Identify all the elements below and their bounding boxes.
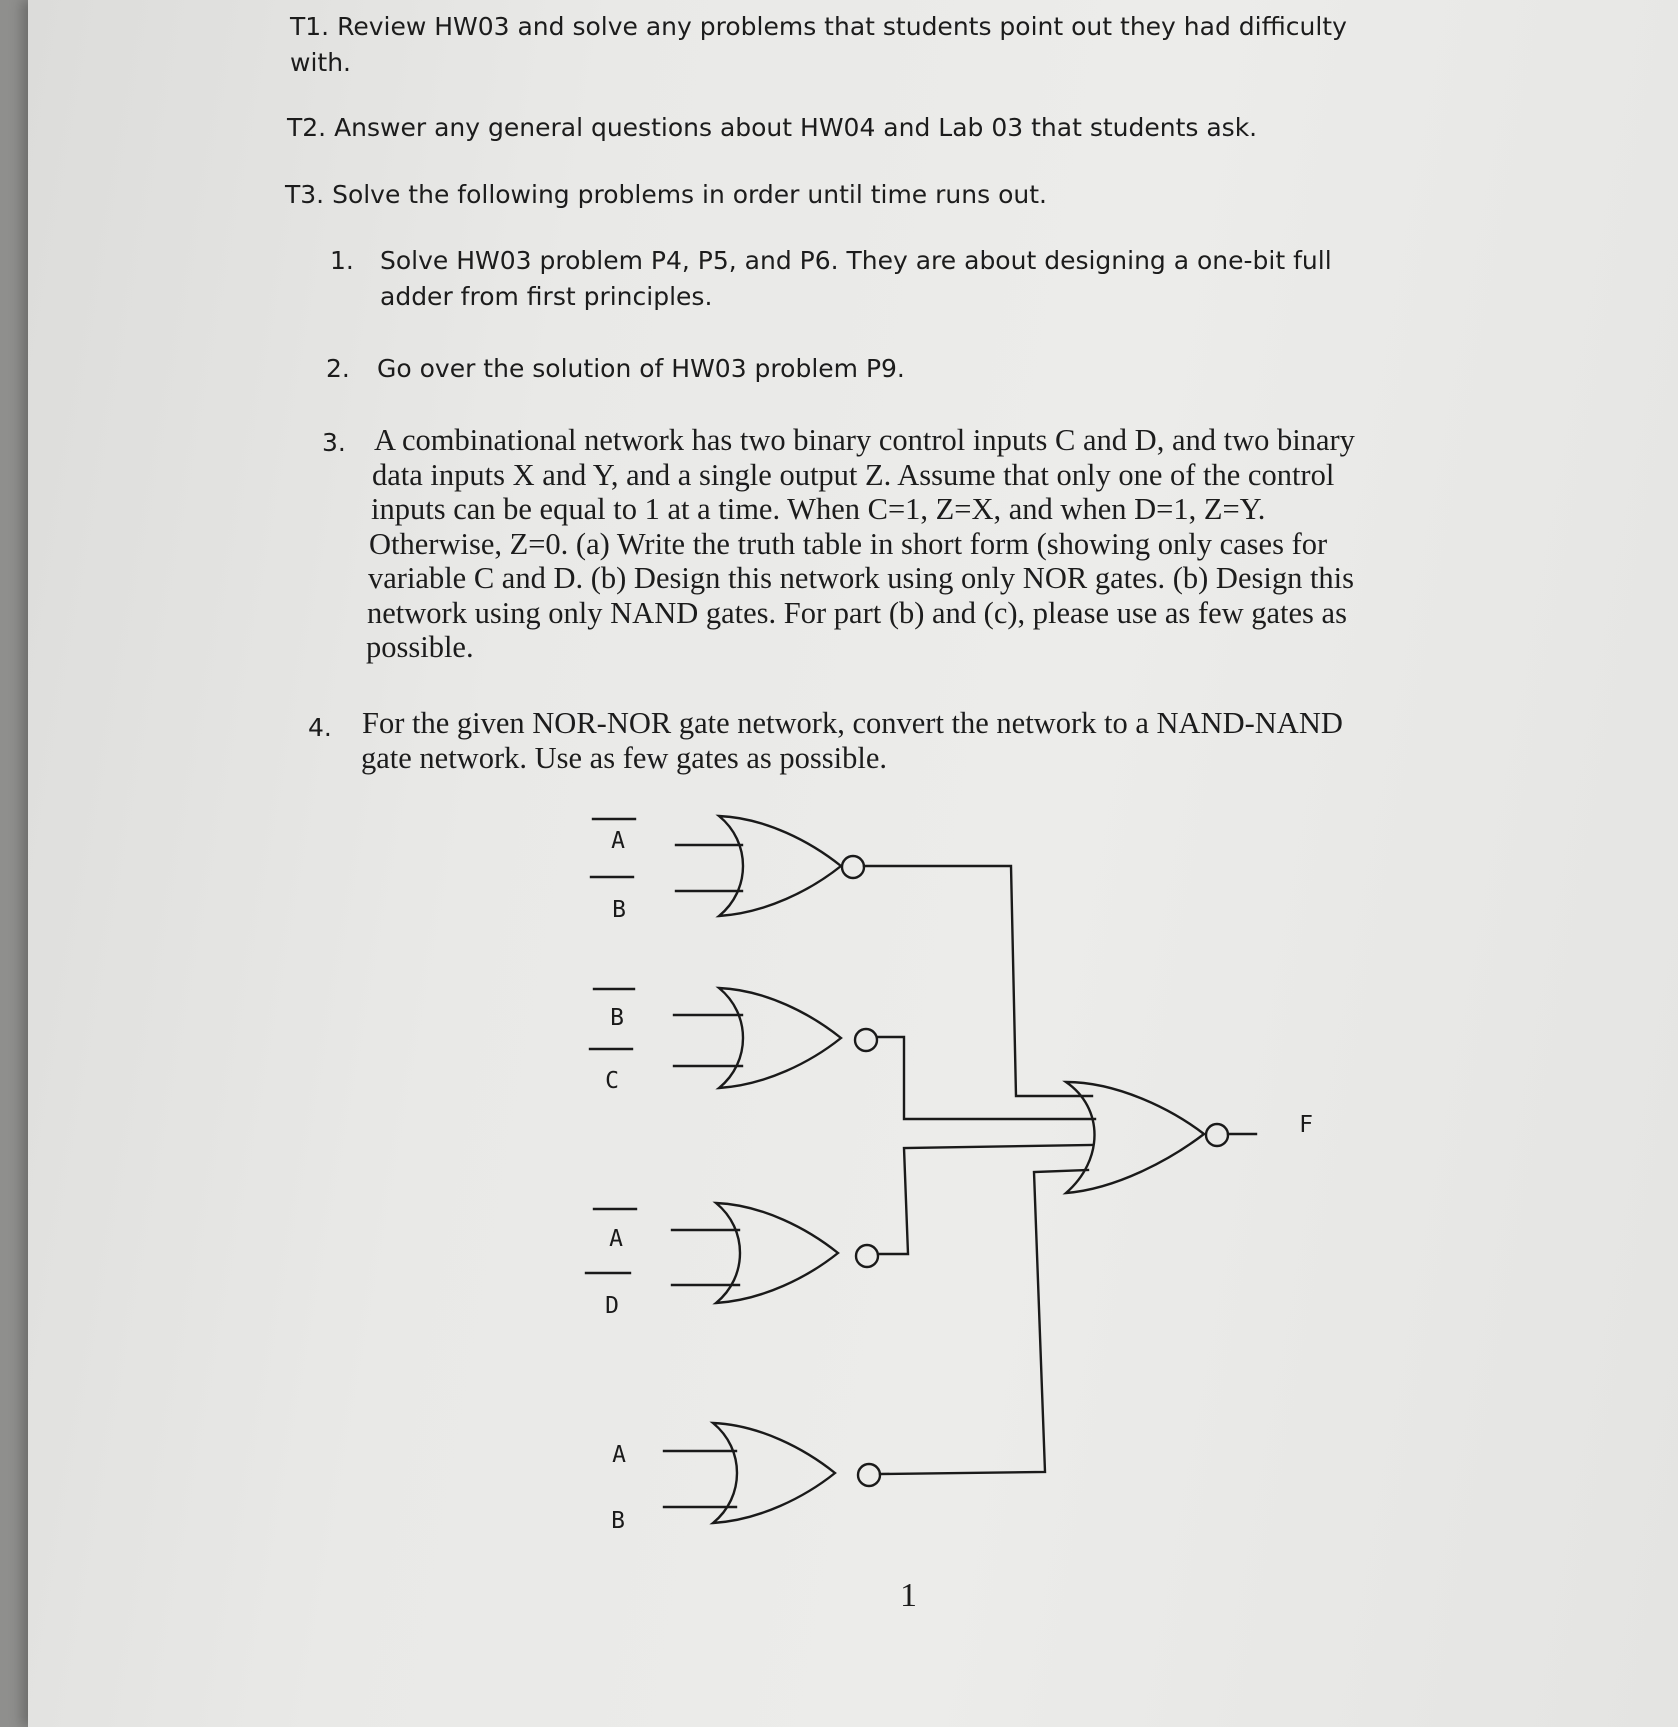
problem-2-number: 2. bbox=[326, 354, 350, 383]
problem-1-line2: adder from first principles. bbox=[380, 282, 713, 311]
problem-4-line2: gate network. Use as few gates as possible. bbox=[361, 741, 887, 775]
gate4-output-wire bbox=[880, 1170, 1088, 1474]
nor-gate-output bbox=[1066, 1082, 1228, 1193]
gate3-input-label-2: D bbox=[605, 1293, 619, 1319]
problem-1-line1: Solve HW03 problem P4, P5, and P6. They are about designing a one-bit full bbox=[380, 246, 1332, 275]
gate4-input-label-2: B bbox=[611, 1508, 625, 1534]
gate1-output-wire bbox=[864, 866, 1092, 1096]
gate2-input-label-1: B bbox=[610, 1005, 624, 1031]
problem-3-number: 3. bbox=[322, 428, 346, 457]
gate4-input-label-1: A bbox=[612, 1442, 626, 1468]
problem-4-number: 4. bbox=[308, 713, 332, 742]
page-number: 1 bbox=[900, 1577, 917, 1614]
gate1-input-label-1: A bbox=[611, 828, 625, 854]
task-t3: T3. Solve the following problems in order until time runs out. bbox=[285, 180, 1047, 209]
problem-4-line1: For the given NOR-NOR gate network, convert the network to a NAND-NAND bbox=[362, 706, 1343, 740]
gate3-output-wire bbox=[878, 1145, 1092, 1254]
gate2-output-wire bbox=[877, 1037, 1095, 1119]
problem-2-line1: Go over the solution of HW03 problem P9. bbox=[377, 354, 905, 383]
problem-3-line5: variable C and D. (b) Design this network using only NOR gates. (b) Design this bbox=[368, 561, 1355, 595]
nor-gate-3 bbox=[716, 1203, 878, 1303]
problem-3-line7: possible. bbox=[366, 630, 474, 664]
nor-gate-4 bbox=[713, 1423, 880, 1523]
problem-1-number: 1. bbox=[330, 246, 354, 275]
gate2-input-label-2: C bbox=[605, 1068, 619, 1094]
problem-3-line1: A combinational network has two binary control inputs C and D, and two binary bbox=[374, 423, 1355, 457]
problem-3-line6: network using only NAND gates. For part (b) and (c), please use as few gates as bbox=[367, 595, 1347, 630]
problem-3-line2: data inputs X and Y, and a single output Z. Assume that only one of the control bbox=[372, 457, 1335, 492]
nor-gate-1 bbox=[719, 816, 864, 916]
problem-3-line4: Otherwise, Z=0. (a) Write the truth table in short form (showing only cases for bbox=[369, 526, 1328, 561]
gate1-input-label-2: B bbox=[612, 897, 626, 923]
problem-3-line3: inputs can be equal to 1 at a time. When C=1, Z=X, and when D=1, Z=Y. bbox=[371, 492, 1266, 526]
nor-gate-2 bbox=[719, 988, 877, 1088]
task-t2: T2. Answer any general questions about HW04 and Lab 03 that students ask. bbox=[287, 113, 1258, 142]
task-t1-line2: with. bbox=[290, 48, 351, 77]
gate3-input-label-1: A bbox=[609, 1226, 623, 1252]
task-t1-line1: T1. Review HW03 and solve any problems that students point out they had difficulty bbox=[290, 12, 1347, 41]
output-label-f: F bbox=[1299, 1112, 1313, 1138]
